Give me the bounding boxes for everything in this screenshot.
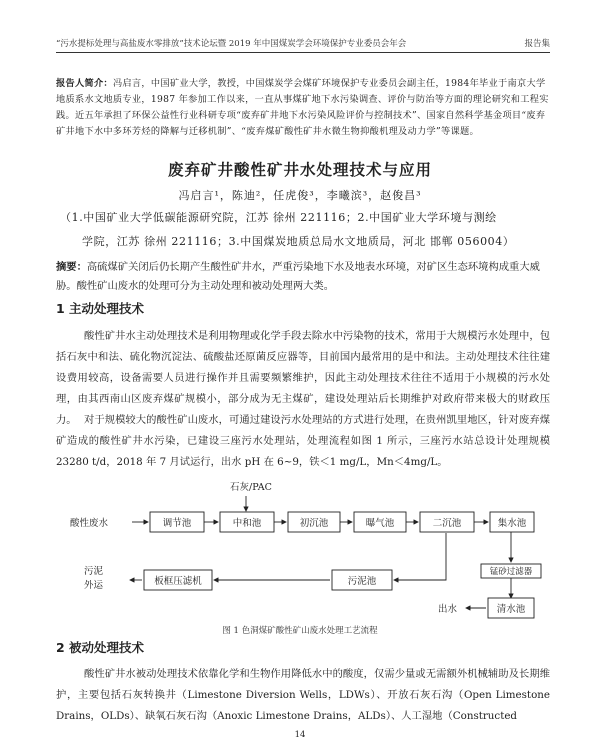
process-flow-figure bbox=[56, 474, 550, 624]
page-number: 14 bbox=[294, 730, 306, 740]
speaker-bio bbox=[56, 76, 550, 140]
filter-press-box: 板框压滤机 bbox=[154, 576, 202, 587]
affiliation-line-1: （1.中国矿业大学低碳能源研究院，江苏 徐州 221116；2.中国矿业大学环境与测绘 bbox=[60, 211, 497, 224]
sludge-disposal-label-1: 污泥 bbox=[84, 566, 104, 577]
section-1-paragraph-1: 酸性矿井水主动处理技术是利用物理或化学手段去除水中污染物的技术，常用于大规模污水处理中，包括石灰中和法、硫化物沉淀法、硫酸盐还原菌反应器等，目前国内最常用的是中和法。主动处理技术往往建设费用较高，设备需要人员进行操作并且需要频繁维护，因此主动处理技术往往不适用于小规模的污水处理，由其西南山区废弃煤矿规模小，部分成为无主煤矿，建设处理站后长期维护对政府带来极大的财政压力。 bbox=[56, 330, 550, 426]
paper-title: 废弃矿井酸性矿井水处理技术与应用 bbox=[167, 161, 432, 179]
clear-water-tank-box: 清水池 bbox=[496, 604, 526, 615]
running-header bbox=[56, 38, 550, 53]
acid-wastewater-label: 酸性废水 bbox=[70, 518, 109, 529]
figure-caption: 图 1 色洞煤矿酸性矿山废水处理工艺流程 bbox=[222, 626, 378, 636]
bio-label: 报告人简介： bbox=[56, 78, 113, 89]
section-1-heading: 1 主动处理技术 bbox=[56, 301, 145, 316]
primary-settling-box: 初沉池 bbox=[299, 518, 329, 529]
affiliation-line-2: 学院，江苏 徐州 221116；3.中国煤炭地质总局水文地质局，河北 邯郸 056004） bbox=[82, 235, 515, 248]
neutralization-tank-box: 中和池 bbox=[232, 518, 262, 529]
collection-tank-box: 集水池 bbox=[497, 518, 527, 529]
header-collection-label: 报告集 bbox=[524, 39, 550, 49]
aeration-tank-box: 曝气池 bbox=[365, 518, 395, 529]
adjust-tank-box: 调节池 bbox=[162, 518, 192, 529]
bio-text: 冯启言，中国矿业大学，教授，中国煤炭学会煤矿环境保护专业委员会副主任，1984年毕业于南京大学地质系水文地质专业，1987 年参加工作以来，一直从事煤矿地下水污染调查、评价与防治等方面的理论研究和工程实践。近五年承担了环保公益性行业科研专项“废弃矿井地下水污染风险评价与控制技术”、国家自然科学基金项目“废弃矿井地下水中多环芳烃的降解与迁移机制”、“废弃煤矿酸性矿井水微生物抑酸机理及动力学”等课题。 bbox=[56, 78, 549, 137]
secondary-settling-box: 二沉池 bbox=[432, 518, 462, 529]
header-conference-title: “污水提标处理与高盐废水零排放”技术论坛暨 2019 年中国煤炭学会环境保护专业委员会年会 bbox=[56, 39, 407, 49]
lime-pac-label: 石灰/PAC bbox=[230, 482, 272, 493]
outlet-label: 出水 bbox=[438, 604, 458, 615]
abstract-text: 高硫煤矿关闭后仍长期产生酸性矿井水，严重污染地下水及地表水环境，对矿区生态环境构成重大威胁。酸性矿山废水的处理可分为主动处理和被动处理两大类。 bbox=[56, 261, 540, 292]
section-1-paragraph-2: 对于规模较大的酸性矿山废水，可通过建设污水处理站的方式进行处理，在贵州凯里地区，针对废弃煤矿造成的酸性矿井水污染，已建设三座污水处理站，处理流程如图 1 所示，三座污水站总设计处理规模 23280 t/d，2018 年 7 月试运行，出水 pH 在 6~9，铁＜1 mg/L，Mn＜4mg/L。 bbox=[56, 414, 550, 468]
section-2-paragraph-1: 酸性矿井水被动处理技术依靠化学和生物作用降低水中的酸度，仅需少量或无需额外机械辅助及长期维护，主要包括石灰转换井（Limestone Diversion Wells，LDWs）、开放石灰石沟（Open Limestone Drains，OLDs）、缺氧石灰石沟（Anoxic Limestone Drains，ALDs）、人工湿地（Constructed bbox=[56, 668, 550, 722]
author-list: 冯启言¹，陈迪²，任虎俊³，李曦滨³，赵俊昌³ bbox=[178, 189, 422, 202]
process-flow-diagram bbox=[56, 474, 550, 624]
abstract bbox=[56, 258, 550, 296]
sludge-tank-box: 污泥池 bbox=[347, 576, 377, 587]
abstract-label: 摘要： bbox=[56, 261, 87, 273]
affiliations bbox=[60, 206, 550, 254]
section-2-heading: 2 被动处理技术 bbox=[56, 640, 145, 655]
manganese-filter-box: 锰砂过滤器 bbox=[489, 567, 533, 577]
sludge-disposal-label-2: 外运 bbox=[84, 580, 104, 591]
